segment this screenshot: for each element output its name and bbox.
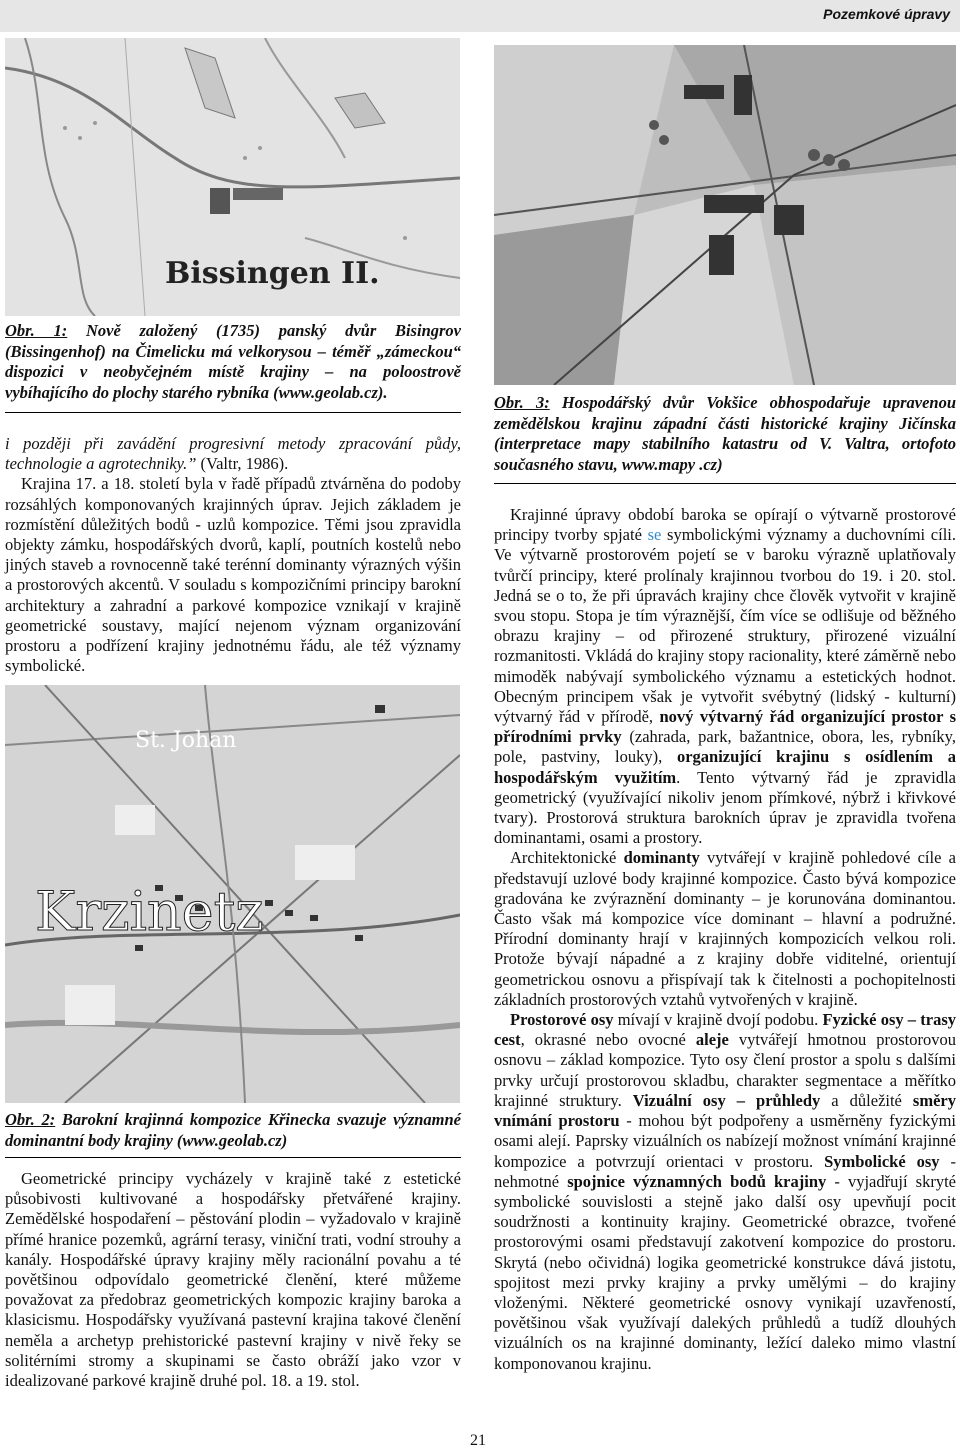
right-top-rule: [494, 483, 956, 484]
right-p3-bold-1: Prostorové osy: [510, 1010, 614, 1030]
figure-2-label: Obr. 2:: [5, 1110, 56, 1129]
figure-2-church-label: St. Johan: [135, 728, 237, 753]
figure-1-label: Obr. 1:: [5, 321, 68, 340]
right-p2: [494, 848, 956, 1010]
right-p3: [494, 1010, 956, 1374]
right-p3-b: , okrasné nebo ovocné: [520, 1030, 696, 1050]
figure-2-caption-text: Barokní krajinná kompozice Křinecka svazuje významné dominantní body krajiny (www.geolab.cz): [5, 1110, 462, 1150]
left-top-rule: [5, 412, 461, 413]
figure-1-caption-text: Nově založený (1735) panský dvůr Bisingrov (Bissingenhof) na Čimelicku má velkorysou – téměř „zámeckou“ dispozici v neobyčejném místě krajiny – na poloostrově vybíhajícího do plochy starého rybníka (www.geolab.cz).: [5, 321, 461, 402]
left-p3: Geometrické principy vycházely v krajině také z estetické působivosti kultivované a hospodářsky přetvářené krajiny. Zemědělské hospodaření – pěstování plodin – vyžadovalo v krajině přímé hranice pozemků, agrární terasy, viniční trati, vodní strouhy a kanály. Hospodářské úpravy krajiny měly racionální povahu a té povětšinou odpovídalo geometrické členění, které můžeme považovat za předobraz geometrických kompozic krajiny baroka a klasicismu. Hospodářsky využívaná pastevní krajina takové členění neměla a archetyp prehistorické pastevní krajiny v nivě řeky se solitérními stromy a skupinami se často obráží jako vzor v idealizované parkové krajině druhé pol. 18. a 19. stol.: [5, 1169, 461, 1391]
right-p3-a: mívají v krajině dvojí podobu.: [613, 1010, 823, 1030]
right-p2-bold: dominanty: [623, 848, 700, 868]
right-p1-bold-1: nový výtvarný řád organizující prostor s přírodními prvky: [494, 707, 956, 747]
right-p3-bold-5: směry vnímání prostoru: [494, 1090, 956, 1131]
right-p3-d: a důležité: [820, 1090, 913, 1110]
right-p1-c: (zahrada, park, bažantnice, obora, les, rybníky, pole, pastviny, louky),: [494, 727, 956, 767]
right-p3-bold-3: aleje: [695, 1030, 729, 1050]
figure-3-label: Obr. 3:: [494, 393, 550, 412]
section-title: Pozemkové úpravy: [823, 6, 950, 22]
figure-1-caption: [5, 321, 461, 403]
figure-2-town-label: Krzinetz: [35, 880, 264, 943]
figure-2-caption: [5, 1110, 461, 1151]
right-p3-f: - nehmotné: [494, 1151, 956, 1191]
right-p1: [494, 505, 956, 848]
left-text-top: [5, 434, 461, 676]
figure-2-map: [5, 685, 460, 1103]
right-p3-g: - vyjadřují skryté symbolické souvislosti a stejně jako další osy upevňují pocit soudržnosti a kontinuity krajiny. Geometrické obrazce, tvořené prostorovými osami představují zakotvení kompozice do prostoru. Skrytá (nebo očividná) logika geometrické konstrukce dává jistotu, spojitost mezi prvky krajiny a prvky umělými – do krajiny vloženými. Některé geometrické osnovy vynikají uzavřeností, povětšinou však využívají dalekých průhledů a tudíž dlouhých vizuálních os na krajinné dominanty, ležící daleko mimo vlastní komponovanou krajinu.: [494, 1171, 956, 1373]
right-p1-a: Krajinné úpravy období baroka se opírají o výtvarně prostorové principy tvorby spjaté: [494, 505, 956, 545]
figure-3-aerial-photo: [494, 45, 956, 385]
right-p1-bold-2: organizující krajinu s osídlením a hospodářským využitím: [494, 747, 956, 787]
left-mid-rule: [5, 1157, 461, 1158]
right-p2-a: Architektonické: [510, 848, 624, 868]
left-p1-italic: i později při zavádění progresivní metody zpracování půdy, technologie a agrotechniky.”: [5, 434, 461, 474]
right-p3-bold-2: Fyzické osy – trasy cest: [494, 1010, 956, 1050]
left-text-bottom: [5, 1169, 461, 1391]
figure-1-map: [5, 38, 460, 316]
right-p3-e: - mohou být podpořeny a usměrněny fyzickými osami alejí. Paprsky vizuálních os nabízejí možnost vnímání krajinné kompozice a potvrzují orientaci v prostoru.: [494, 1111, 956, 1171]
right-p1-d: . Tento výtvarný řád je zpravidla geometrický (využívající nikoliv jenom přímkové, nýbrž i křivkové tvary). Prostorová struktura barokních úprav je zpravidla tvořena dominantami, osami a prostory.: [494, 767, 956, 848]
right-p1-highlight: se: [647, 525, 662, 545]
left-p1-rest: (Valtr, 1986).: [196, 454, 289, 474]
header-bar: [0, 0, 960, 32]
right-p3-bold-4: Vizuální osy – průhledy: [632, 1090, 821, 1110]
right-text: [494, 505, 956, 1374]
page-number: 21: [470, 1432, 486, 1449]
left-p2: Krajina 17. a 18. století byla v řadě případů ztvárněna do podoby rozsáhlých komponovaných krajinných úprav. Jejich základem je rozmístění důležitých bodů - uzlů kompozice. Těmi jsou zpravidla objekty zámku, hospodářských dvorů, kaplí, poutních kostelů nebo jiných staveb a rovnocenně také terénní dominanty výrazných výšin a prostorových akcentů. V souladu s kompozičními principy barokní architektury a zahradní a parkové kompozice vznikají v krajině geometrické soustavy, mající nejenom význam organizování prostoru a podřízení krajiny jednotnému řádu, ale též významy symbolické.: [5, 474, 461, 676]
figure-3-caption: [494, 393, 956, 475]
right-p3-c: vytvářejí hmotnou prostorovou osnovu – základ kompozice. Tyto osy člení prostor a spolu s dalšími prvky určují prostorovou skladbu, charakter segmentace a měřítko krajinné struktury.: [494, 1030, 956, 1110]
right-p3-bold-6: Symbolické osy: [824, 1151, 940, 1171]
figure-3-caption-text: Hospodářský dvůr Vokšice obhospodařuje upravenou zemědělskou krajinu západní části historické krajiny Jičínska (interpretace mapy stabilního katastru od V. Valtra, ortofoto současného stavu, www.mapy .cz): [494, 393, 956, 474]
right-p2-b: vytvářejí v krajině pohledové cíle a představují uzlové body krajinné kompozice. Často bývá kompozice gradována ke zvýraznění dominanty – je korunována dominantou. Často však má kompozice více dominant – hlavní a podružné. Přírodní dominanty hrají v krajinných kompozicích velkou roli. Protože bývají nápadné a z krajiny dobře viditelné, orientují geometrickou osnovu a přispívají tak k čitelnosti a pochopitelnosti základních prostorových vztahů vytvořených v krajině.: [494, 848, 957, 1009]
right-p3-bold-7: spojnice významných bodů krajiny: [567, 1171, 827, 1191]
right-p1-b: symbolickými významy a duchovními cíli. Ve výtvarně prostorovém pojetí se v baroku výrazně uplatňovaly tvůrčí principy, které prolínaly krajinnou tvorbou do 19. i 20. stol. Jedná se o to, že při úpravách krajiny chce člověk vytvořit v krajině svou stopu. Stopa je tím výraznější, čím více se odlišuje od běžného obrazu krajiny – od přirozené struktury, přirozené vizuální rozmanitosti. Vkládá do krajiny stopy racionality, které záměrně nebo mimoděk nabývají symbolického významu a estetických hodnot. Obecným principem však je vytvořit svébytný (lidský - kulturní) výtvarný řád v přírodě,: [494, 525, 956, 727]
figure-1-map-label: Bissingen II.: [165, 256, 380, 291]
